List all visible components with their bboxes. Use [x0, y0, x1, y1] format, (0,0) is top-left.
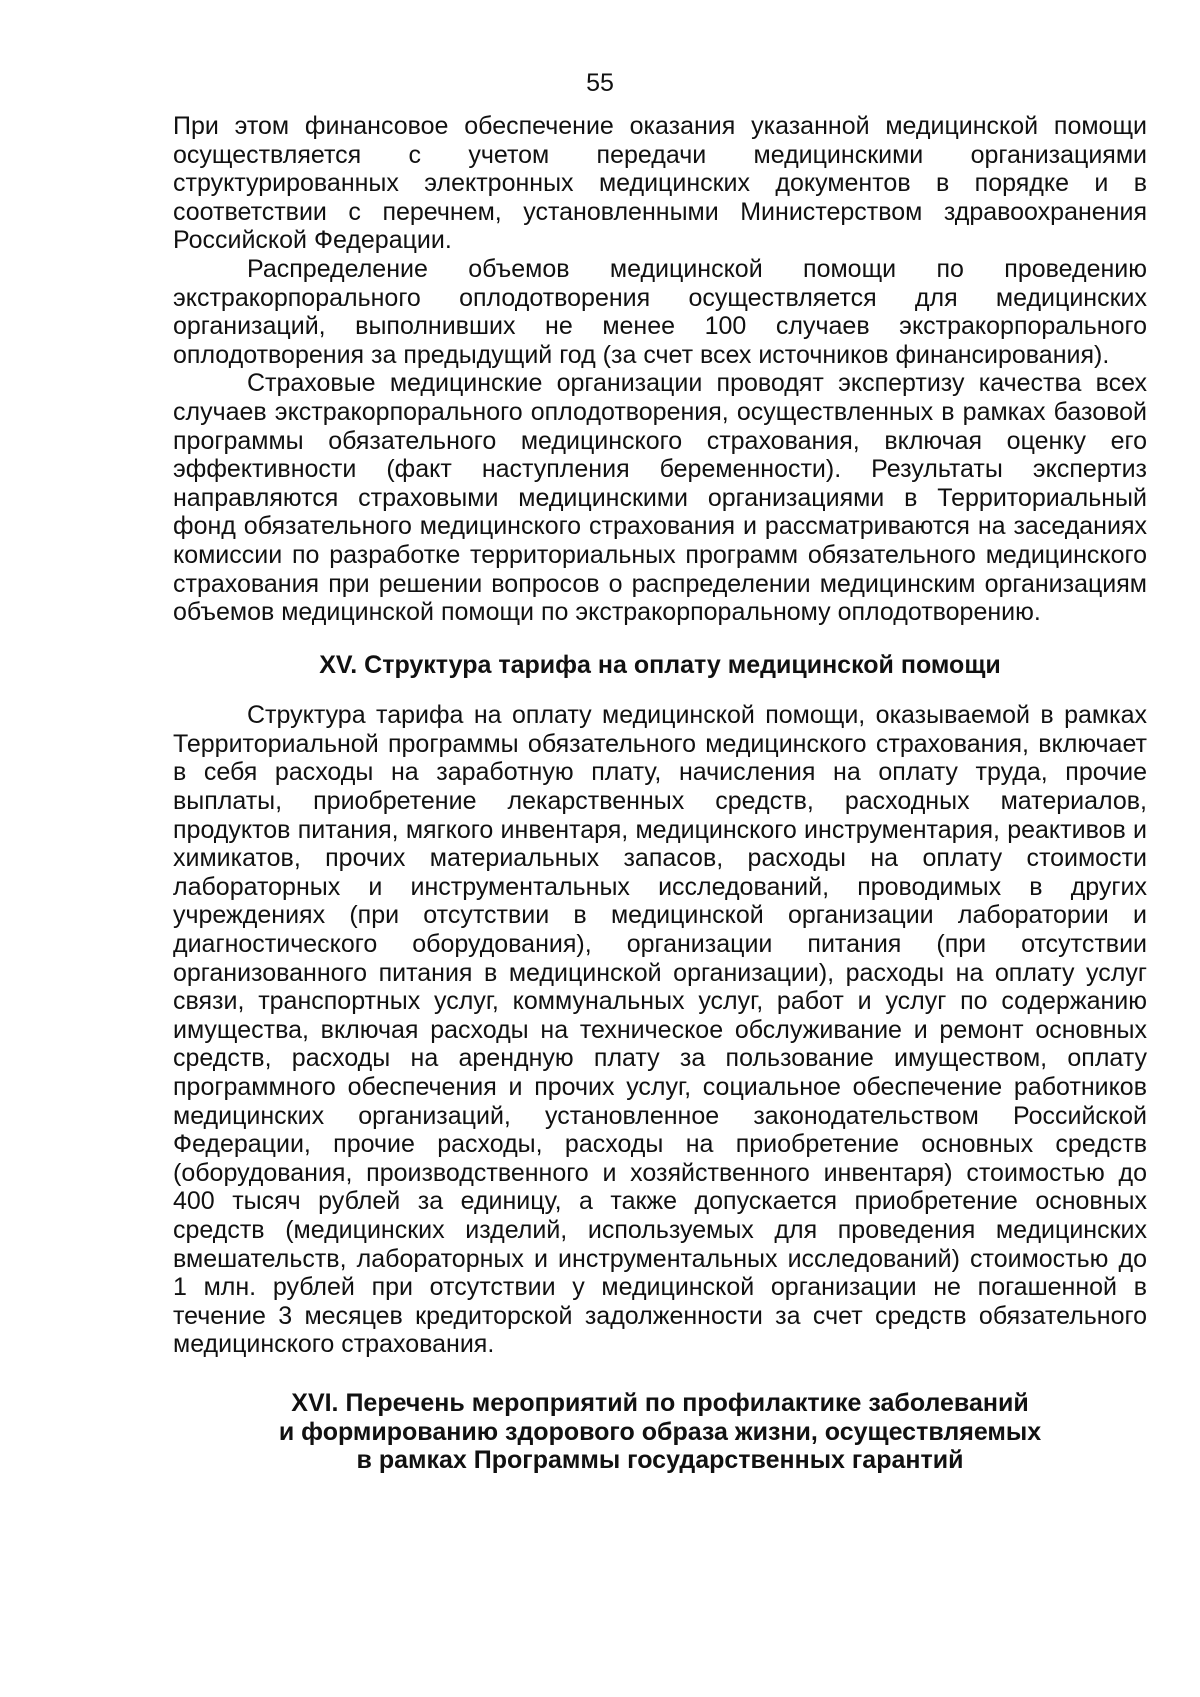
paragraph-financing: При этом финансовое обеспечение оказания указанной медицинской помощи осуществляется с учетом передачи медицинскими организациями структурированных электронных медицинских документов в порядке и в соответствии с перечнем, установленными Министерством здравоохранения Российской Федерации.	[173, 112, 1147, 255]
heading-line: XVI. Перечень мероприятий по профилактике заболеваний	[291, 1388, 1029, 1417]
paragraph-tariff-structure: Структура тарифа на оплату медицинской помощи, оказываемой в рамках Территориальной программы обязательного медицинского страхования, включает в себя расходы на заработную плату, начисления на оплату труда, прочие выплаты, приобретение лекарственных средств, расходных материалов, продуктов питания, мягкого инвентаря, медицинского инструментария, реактивов и химикатов, прочих материальных запасов, расходы на оплату стоимости лабораторных и инструментальных исследований, проводимых в других учреждениях (при отсутствии в медицинской организации лаборатории и диагностического оборудования), организации питания (при отсутствии организованного питания в медицинской организации), расходы на оплату услуг связи, транспортных услуг, коммунальных услуг, работ и услуг по содержанию имущества, включая расходы на техническое обслуживание и ремонт основных средств, расходы на арендную плату за пользование имуществом, оплату программного обеспечения и прочих услуг, социальное обеспечение работников медицинских организаций, установленное законодательством Российской Федерации, прочие расходы, расходы на приобретение основных средств (оборудования, производственного и хозяйственного инвентаря) стоимостью до 400 тысяч рублей за единицу, а также допускается приобретение основных средств (медицинских изделий, используемых для проведения медицинских вмешательств, лабораторных и инструментальных исследований) стоимостью до 1 млн. рублей при отсутствии у медицинской организации не погашенной в течение 3 месяцев кредиторской задолженности за счет средств обязательного медицинского страхования.	[173, 701, 1147, 1359]
paragraph-ivf-distribution: Распределение объемов медицинской помощи по проведению экстракорпорального оплодотворения осуществляется для медицинских организаций, выполнивших не менее 100 случаев экстракорпорального оплодотворения за предыдущий год (за счет всех источников финансирования).	[173, 254, 1147, 369]
section-heading-prevention-measures	[173, 1389, 1147, 1475]
heading-line: и формированию здорового образа жизни, осуществляемых	[278, 1417, 1042, 1446]
page-number: 55	[586, 69, 614, 97]
paragraph-ivf-expertise: Страховые медицинские организации проводят экспертизу качества всех случаев экстракорпорального оплодотворения, осуществленных в рамках базовой программы обязательного медицинского страхования, включая оценку его эффективности (факт наступления беременности). Результаты экспертиз направляются страховыми медицинскими организациями в Территориальный фонд обязательного медицинского страхования и рассматриваются на заседаниях комиссии по разработке территориальных программ обязательного медицинского страхования при решении вопросов о распределении медицинским организациям объемов медицинской помощи по экстракорпоральному оплодотворению.	[173, 369, 1147, 627]
heading-line: в рамках Программы государственных гарантий	[356, 1446, 964, 1475]
section-heading-tariff-structure: XV. Структура тарифа на оплату медицинской помощи	[319, 650, 1001, 679]
document-body	[173, 112, 1147, 1475]
